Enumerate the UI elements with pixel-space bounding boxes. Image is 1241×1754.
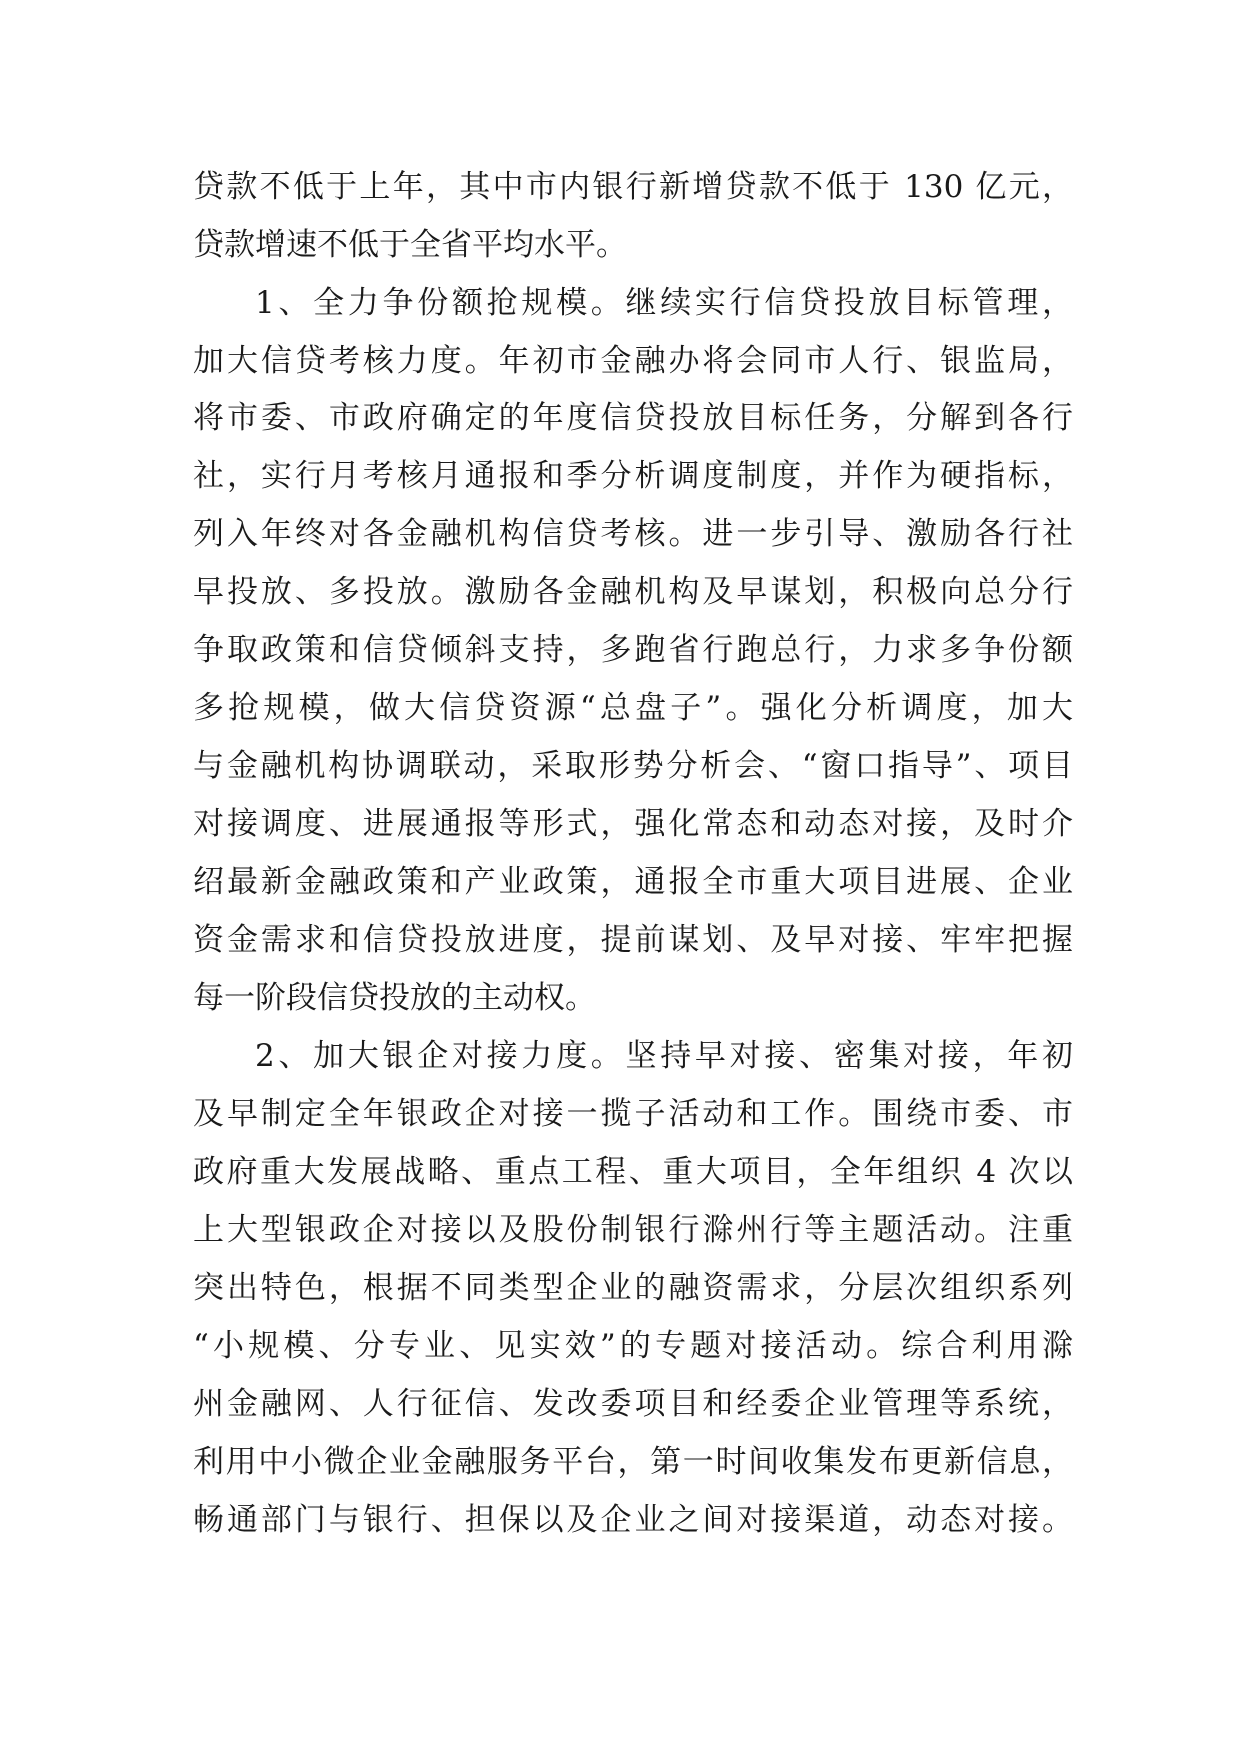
text-line-12: 对接调度、进展通报等形式，强化常态和动态对接，及时介 xyxy=(193,806,1073,842)
text-line-3: 1、全力争份额抢规模。继续实行信贷投放目标管理， xyxy=(255,285,1073,321)
text-line-19: 上大型银政企对接以及股份制银行滁州行等主题活动。注重 xyxy=(193,1212,1073,1248)
text-line-6: 社，实行月考核月通报和季分析调度制度，并作为硬指标， xyxy=(193,458,1073,494)
text-line-11: 与金融机构协调联动，采取形势分析会、“窗口指导”、项目 xyxy=(193,748,1073,784)
text-line-7: 列入年终对各金融机构信贷考核。进一步引导、激励各行社 xyxy=(193,516,1073,552)
text-line-24: 畅通部门与银行、担保以及企业之间对接渠道，动态对接。 xyxy=(193,1502,1073,1538)
text-line-8: 早投放、多投放。激励各金融机构及早谋划，积极向总分行 xyxy=(193,574,1073,610)
text-line-10: 多抢规模，做大信贷资源“总盘子”。强化分析调度，加大 xyxy=(193,690,1073,726)
text-line-2: 贷款增速不低于全省平均水平。 xyxy=(193,227,627,263)
text-line-5: 将市委、市政府确定的年度信贷投放目标任务，分解到各行 xyxy=(193,400,1073,436)
text-line-15: 每一阶段信贷投放的主动权。 xyxy=(193,980,596,1016)
text-line-14: 资金需求和信贷投放进度，提前谋划、及早对接、牢牢把握 xyxy=(193,922,1073,958)
text-line-22: 州金融网、人行征信、发改委项目和经委企业管理等系统， xyxy=(193,1386,1073,1422)
text-line-23: 利用中小微企业金融服务平台，第一时间收集发布更新信息， xyxy=(193,1444,1073,1480)
text-line-16: 2、加大银企对接力度。坚持早对接、密集对接，年初 xyxy=(255,1038,1073,1074)
text-line-4: 加大信贷考核力度。年初市金融办将会同市人行、银监局， xyxy=(193,343,1073,379)
text-line-9: 争取政策和信贷倾斜支持，多跑省行跑总行，力求多争份额 xyxy=(193,632,1073,668)
text-line-21: “小规模、分专业、见实效”的专题对接活动。综合利用滁 xyxy=(193,1328,1073,1364)
text-line-18: 政府重大发展战略、重点工程、重大项目，全年组织 4 次以 xyxy=(193,1154,1073,1190)
text-line-13: 绍最新金融政策和产业政策，通报全市重大项目进展、企业 xyxy=(193,864,1073,900)
text-line-20: 突出特色，根据不同类型企业的融资需求，分层次组织系列 xyxy=(193,1270,1073,1306)
text-line-1: 贷款不低于上年，其中市内银行新增贷款不低于 130 亿元， xyxy=(193,169,1073,205)
text-line-17: 及早制定全年银政企对接一揽子活动和工作。围绕市委、市 xyxy=(193,1096,1073,1132)
